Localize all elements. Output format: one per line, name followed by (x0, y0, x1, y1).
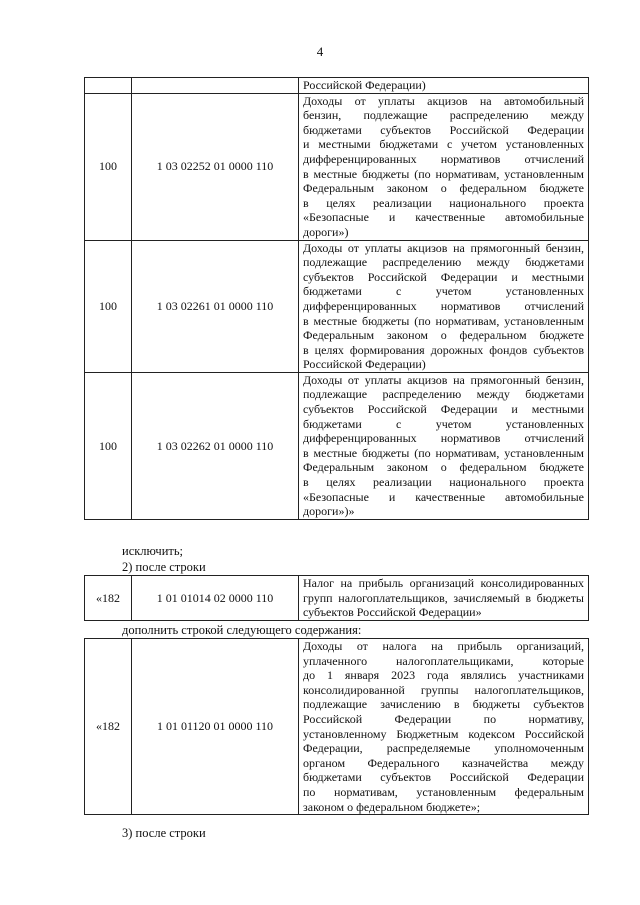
budget-classification-code-cell (132, 78, 299, 94)
admin-code-cell: «182 (85, 639, 132, 815)
description-line: групп налогоплательщиков, зачисляемый в бюджеты (303, 590, 584, 605)
revenue-description-cell (299, 93, 589, 240)
description-line: бюджетами субъектов Российской Федерации (303, 122, 584, 137)
page-number: 4 (316, 44, 324, 59)
description-line: Доходы от уплаты акцизов на автомобильный (303, 93, 584, 108)
description-line: Доходы от уплаты акцизов на прямогонный бензин, (303, 372, 584, 387)
description-line: законом о федеральном бюджете»; (303, 799, 481, 814)
description-line: уплаченного налогоплательщиками, которые (303, 653, 584, 668)
revenue-table-2 (84, 575, 589, 621)
description-line: Российской Федерации по нормативу, (303, 711, 584, 726)
description-line: органом Федерального казначейства между (303, 755, 584, 770)
admin-code-cell (85, 78, 132, 94)
budget-classification-code-cell: 1 01 01120 01 0000 110 (132, 639, 299, 815)
description-line: и местными бюджетами с учетом установленных (303, 137, 584, 152)
table-row (85, 240, 589, 372)
description-line: консолидированной группы налогоплательщиков, (303, 682, 584, 697)
revenue-table-3 (84, 638, 589, 815)
revenue-description-cell (299, 576, 589, 621)
description-line: бензин, подлежащие распределению между (303, 108, 584, 123)
description-line: в местные бюджеты (по нормативам, установленным (303, 166, 584, 181)
table-row (85, 372, 589, 519)
revenue-description-cell (299, 639, 589, 815)
add-row-text: дополнить строкой следующего содержания: (122, 623, 362, 637)
description-line: в целях реализации национального проекта (303, 475, 584, 490)
table-row (85, 78, 589, 94)
admin-code-cell: 100 (85, 372, 132, 519)
description-line: до 1 января 2023 года являлись участниками (303, 668, 584, 683)
revenue-table-1 (84, 77, 589, 520)
description-line: Федеральным законом о федеральном бюджете (303, 460, 584, 475)
budget-classification-code-cell: 1 03 02252 01 0000 110 (132, 93, 299, 240)
table-row (85, 639, 589, 815)
table-row (85, 576, 589, 621)
budget-classification-code-cell: 1 03 02262 01 0000 110 (132, 372, 299, 519)
after-row-text-2: 2) после строки (122, 560, 206, 574)
description-line: Доходы от налога на прибыль организаций, (303, 639, 584, 653)
description-line: подлежащие зачислению в бюджеты субъектов (303, 697, 584, 712)
description-line: установленному Бюджетным кодексом Российской (303, 726, 584, 741)
revenue-description-cell (299, 78, 589, 94)
budget-classification-code-cell: 1 01 01014 02 0000 110 (132, 576, 299, 621)
description-line: в местные бюджеты (по нормативам, установленным (303, 445, 584, 460)
table-row (85, 93, 589, 240)
description-line: Доходы от уплаты акцизов на прямогонный бензин, (303, 240, 584, 255)
description-line: дороги»)» (303, 504, 355, 519)
description-line: бюджетами субъектов Российской Федерации (303, 770, 584, 785)
description-line: дороги») (303, 224, 349, 239)
description-line: бюджетами с учетом установленных (303, 284, 584, 299)
description-line: в целях реализации национального проекта (303, 195, 584, 210)
description-line: подлежащие распределению между бюджетами (303, 255, 584, 270)
description-line: Российской Федерации) (303, 357, 426, 372)
description-line: «Безопасные и качественные автомобильные (303, 210, 584, 225)
revenue-description-cell (299, 240, 589, 372)
description-line: субъектов Российской Федерации и местными (303, 402, 584, 417)
description-line: в местные бюджеты (по нормативам, установленным (303, 313, 584, 328)
description-line: Федеральным законом о федеральном бюджете (303, 181, 584, 196)
description-line: дифференцированных нормативов отчислений (303, 151, 584, 166)
description-line: бюджетами с учетом установленных (303, 416, 584, 431)
description-line: субъектов Российской Федерации» (303, 605, 482, 620)
admin-code-cell: «182 (85, 576, 132, 621)
description-line: в целях формирования дорожных фондов субъектов (303, 342, 584, 357)
description-line: подлежащие распределению между бюджетами (303, 387, 584, 402)
description-line: Налог на прибыль организаций консолидированных (303, 576, 584, 590)
description-line: Федерации, распределяемые уполномоченным (303, 741, 584, 756)
description-line: Федеральным законом о федеральном бюджете (303, 328, 584, 343)
after-row-text-3: 3) после строки (122, 826, 206, 840)
description-line: «Безопасные и качественные автомобильные (303, 489, 584, 504)
admin-code-cell: 100 (85, 93, 132, 240)
budget-classification-code-cell: 1 03 02261 01 0000 110 (132, 240, 299, 372)
admin-code-cell: 100 (85, 240, 132, 372)
exclude-text: исключить; (122, 544, 184, 558)
description-line: дифференцированных нормативов отчислений (303, 431, 584, 446)
description-line: по нормативам, установленным федеральным (303, 784, 584, 799)
description-line: субъектов Российской Федерации и местными (303, 269, 584, 284)
revenue-description-cell (299, 372, 589, 519)
description-line: Российской Федерации) (303, 78, 426, 92)
description-line: дифференцированных нормативов отчислений (303, 298, 584, 313)
